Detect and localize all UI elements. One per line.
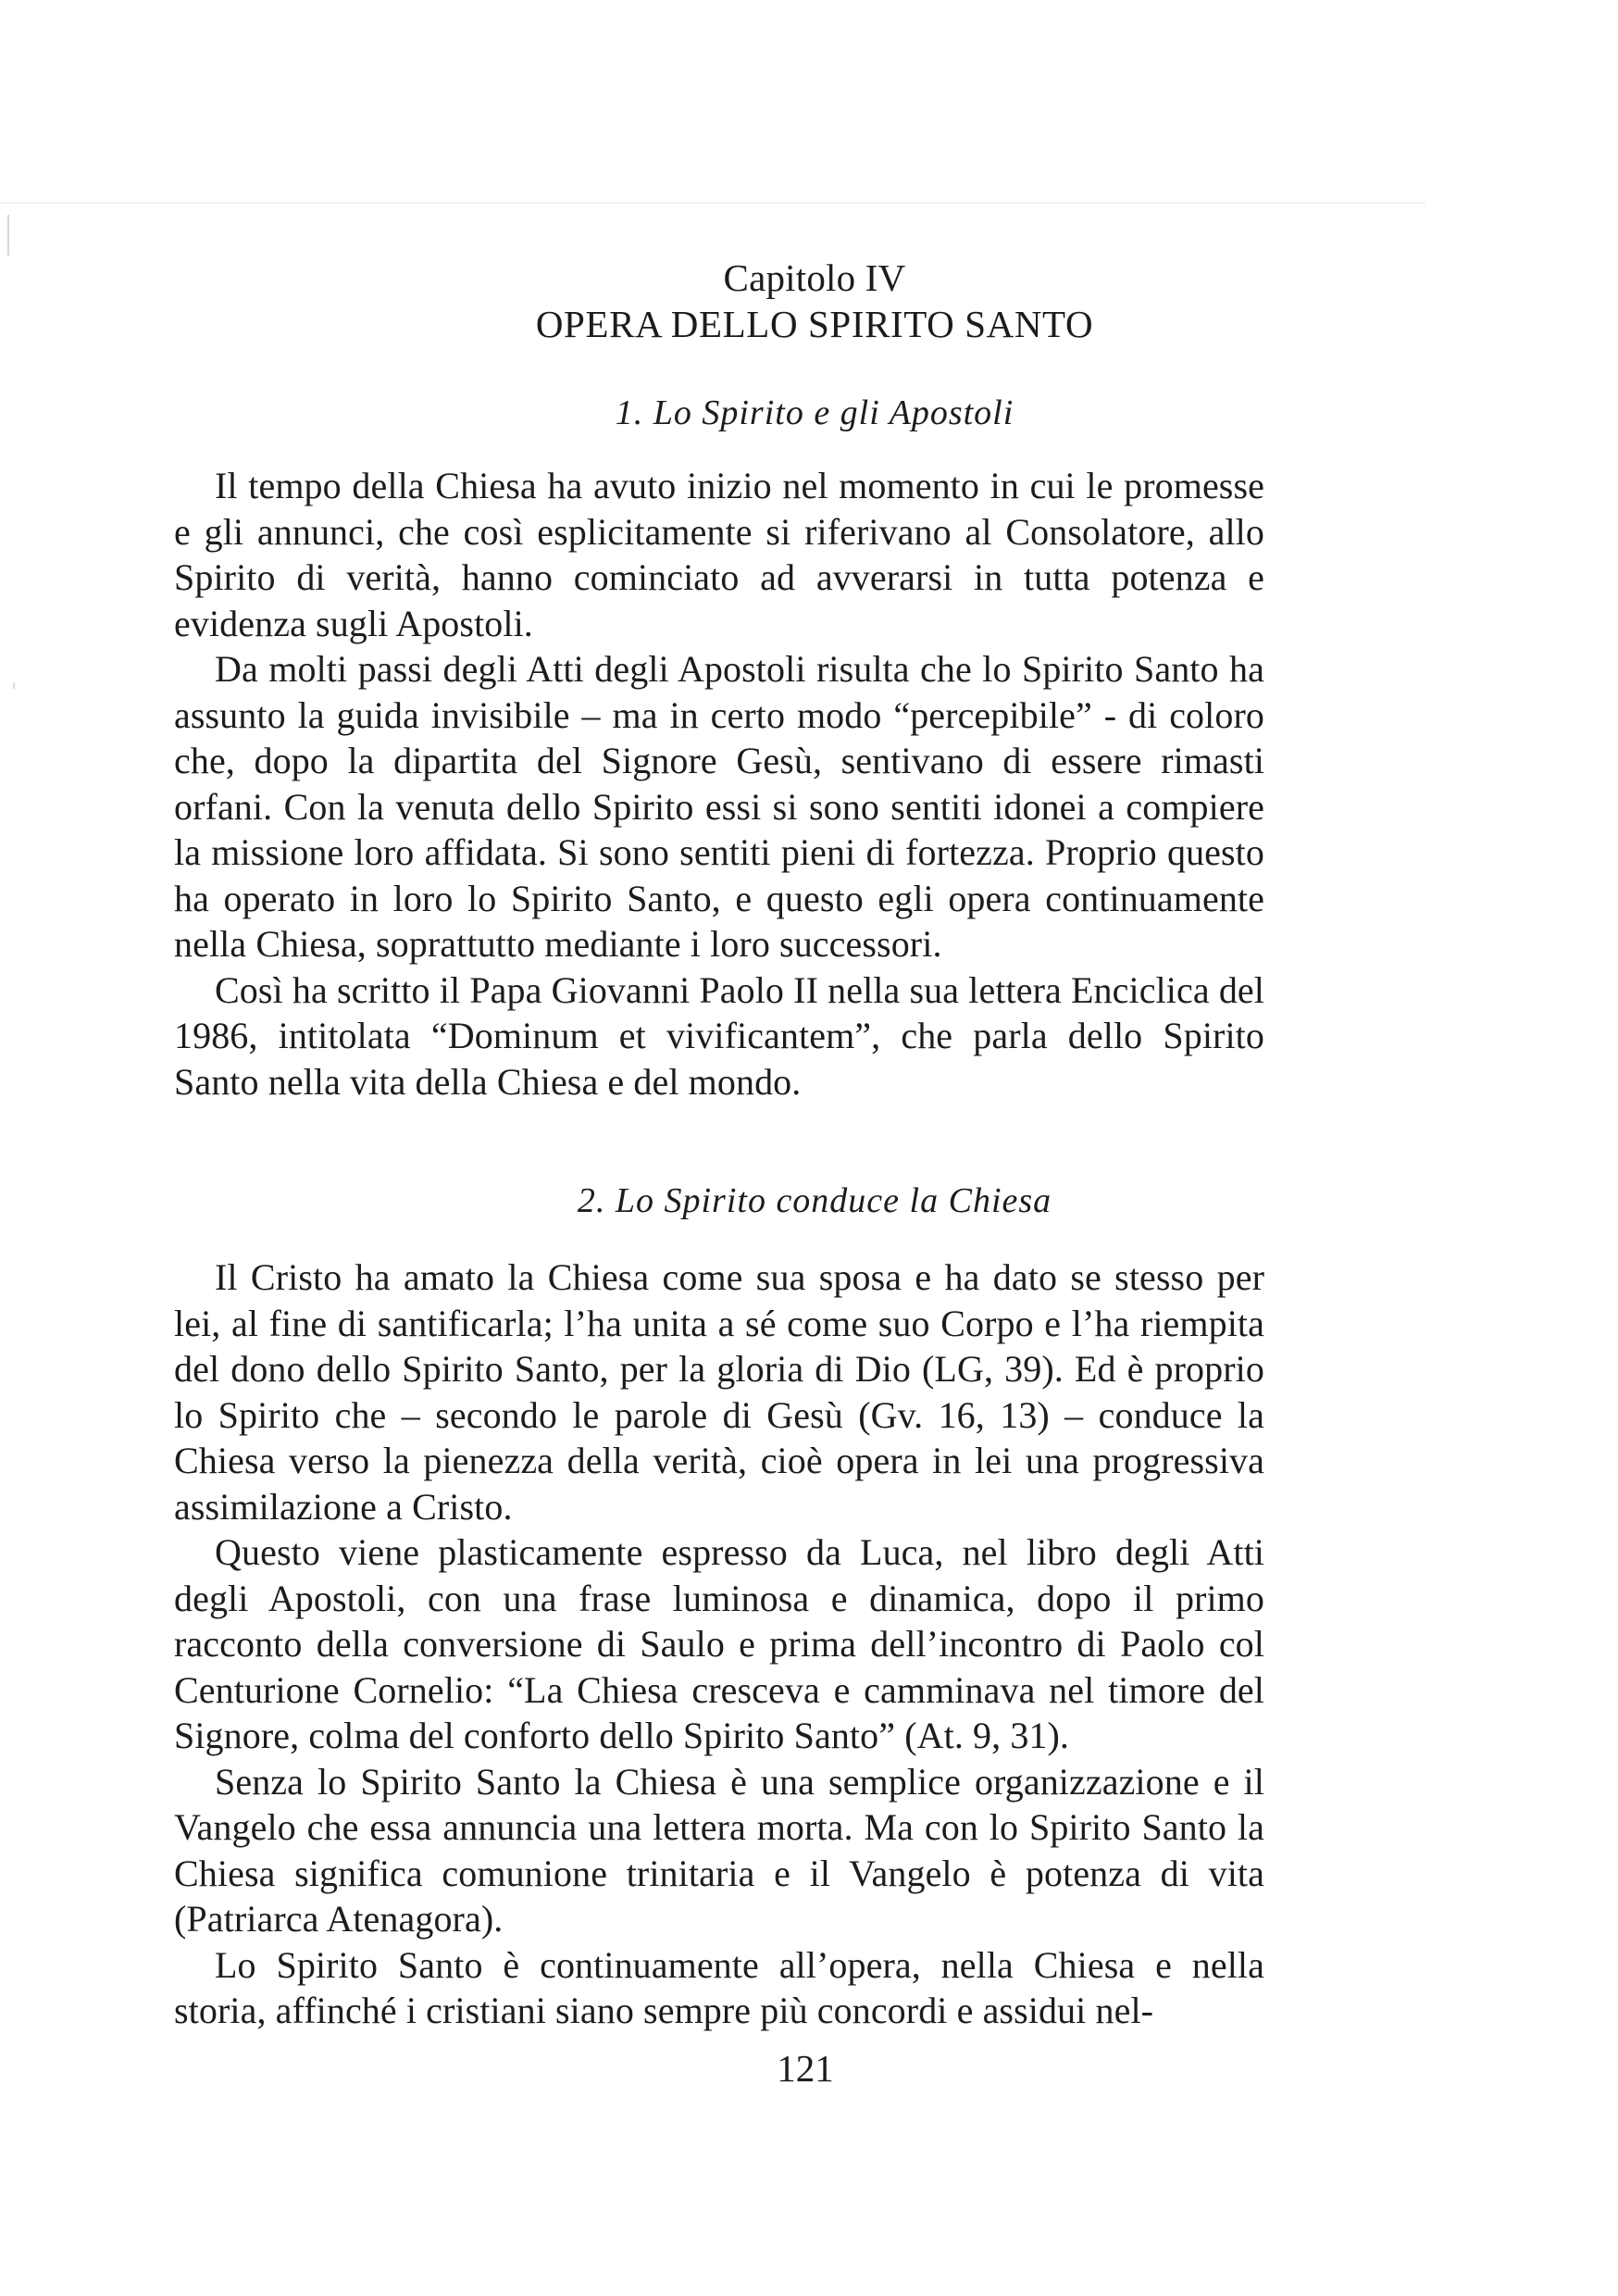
page-number: 121 (777, 2047, 834, 2090)
chapter-label: Capitolo IV (723, 256, 906, 299)
paragraph: Il tempo della Chiesa ha avuto inizio nel momento in cui le promesse e gli annunci, che così esplicitamente si riferivano al Consolatore, allo Spirito di verità, hanno cominciato ad avverarsi in tutta potenza e evidenza sugli Apostoli. (174, 465, 1264, 644)
section-heading-2: 2. Lo Spirito conduce la Chiesa (577, 1181, 1052, 1220)
scan-edge-line (0, 202, 1425, 204)
paragraph: Questo viene plasticamente espresso da Luca, nel libro degli Atti degli Apostoli, con una frase luminosa e dinamica, dopo il primo racconto della conversione di Saulo e prima dell’incontro di Paolo col Centurione Cornelio: “La Chiesa cresceva e camminava nel timore del Signore, colma del conforto dello Spirito Santo” (At. 9, 31). (174, 1531, 1264, 1756)
paragraph: Lo Spirito Santo è continuamente all’opera, nella Chiesa e nella storia, affinché i cristiani siano sempre più concordi e assidui nel- (174, 1943, 1264, 2031)
paragraph: Da molti passi degli Atti degli Apostoli risulta che lo Spirito Santo ha assunto la guida invisibile – ma in certo modo “percepibile” - di coloro che, dopo la dipartita del Signore Gesù, sentivano di essere rimasti orfani. Con la venuta dello Spirito essi si sono sentiti idonei a compiere la missione loro affidata. Si sono sentiti pieni di fortezza. Proprio questo ha operato in loro lo Spirito Santo, e questo egli opera continuamente nella Chiesa, soprattutto mediante i loro successori. (174, 648, 1264, 965)
paragraph: Il Cristo ha amato la Chiesa come sua sposa e ha dato se stesso per lei, al fine di santificarla; l’ha unita a sé come suo Corpo e l’ha riempita del dono dello Spirito Santo, per la gloria di Dio (LG, 39). Ed è proprio lo Spirito che – secondo le parole di Gesù (Gv. 16, 13) – conduce la Chiesa verso la pienezza della verità, cioè opera in lei una progressiva assimilazione a Cristo. (174, 1256, 1264, 1528)
paragraph: Così ha scritto il Papa Giovanni Paolo II nella sua lettera Enciclica del 1986, intitolata “Dominum et vivificantem”, che parla dello Spirito Santo nella vita della Chiesa e del mondo. (174, 968, 1264, 1103)
chapter-title: OPERA DELLO SPIRITO SANTO (535, 303, 1094, 345)
section-heading-1: 1. Lo Spirito e gli Apostoli (615, 393, 1014, 432)
section-1-body (174, 463, 1264, 1104)
paragraph: Senza lo Spirito Santo la Chiesa è una semplice organizzazione e il Vangelo che essa annuncia una lettera morta. Ma con lo Spirito Santo la Chiesa significa comunione trinitaria e il Vangelo è potenza di vita (Patriarca Atenagora). (174, 1760, 1264, 1940)
section-2-body (174, 1254, 1264, 2034)
scan-margin-dot (13, 683, 15, 689)
scan-margin-mark (7, 215, 9, 256)
